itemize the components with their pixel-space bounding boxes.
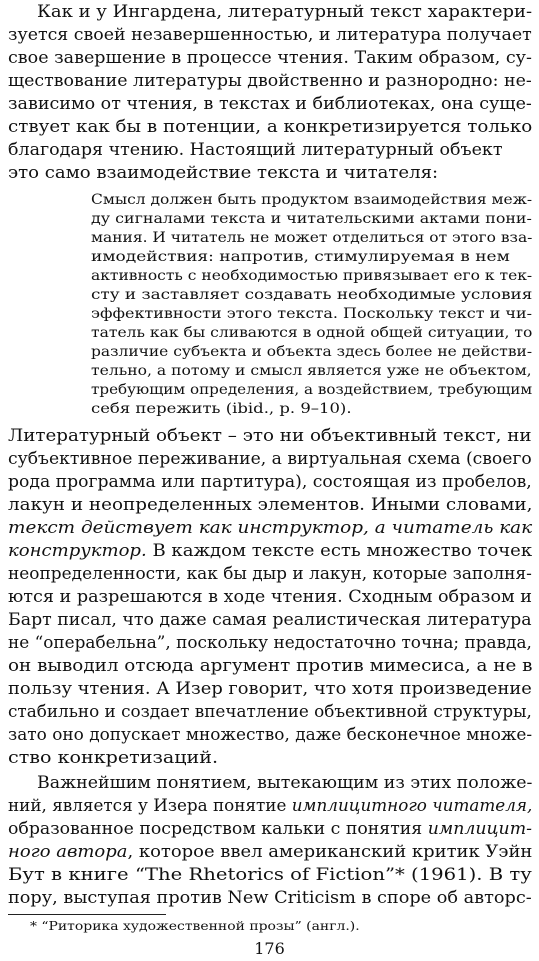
text-line: свое завершение в процессе чтения. Таким образом, су- [8,48,532,68]
text-line: зуется своей незавершенностью, и литература получает [8,25,532,45]
text-line: неопределенности, как бы дыр и лакун, которые заполня- [8,564,532,584]
quote-line: Смысл должен быть продуктом взаимодействия меж- [91,192,533,208]
text-line: ются и разрешаются в ходе чтения. Сходным образом и [8,587,532,607]
text-line: Литературный объект – это ни объективный текст, ни [8,426,532,446]
text-line: пользу чтения. А Изер говорит, что хотя произведение [8,679,532,699]
text-line: зато оно допускает множество, даже бесконечное множе- [8,725,533,745]
text-line: Бут в книге “The Rhetorics of Fiction”* (1961). В ту [8,865,532,885]
italic-emphasis: ного автора [8,842,128,862]
quote-line: сту и заставляет создавать необходимые условия [91,287,533,303]
italic-emphasis: текст действует как инструктор, а читатель как [8,518,533,538]
italic-emphasis: имплицит- [427,819,532,839]
text-line: ствует как бы в потенции, а конкретизируется только [8,117,533,137]
text-line: ство конкретизаций. [8,748,219,768]
text-line: пору, выступая против New Criticism в споре об авторс- [8,888,532,908]
text-line: лакун и неопределенных элементов. Иными словами, [8,495,533,515]
quote-line: активность с необходимостью привязывает его к тек- [91,268,533,284]
footnote-divider [8,914,166,915]
italic-emphasis: конструктор. [8,541,147,561]
text-line [8,520,532,537]
quote-line: мания. И читатель не может отделиться от этого вза- [91,230,533,246]
text-line: зависимо от чтения, в текстах и библиотеках, она суще- [8,94,532,114]
text-line: благодаря чтению. Настоящий литературный объект [8,140,503,160]
text-line: ного автора, которое ввел американский критик Уэйн [8,842,533,862]
italic-emphasis: имплицитного читателя, [291,796,533,816]
page-number: 176 [254,939,285,958]
text-line: он выводил отсюда аргумент против мимесиса, а не в [8,656,533,676]
text-line [8,543,532,560]
text-line: образованное посредством кальки с понятия имплицит- [8,819,532,839]
text-line: рода программа или партитура), состоящая из пробелов, [8,472,532,492]
plain-text: В каждом тексте есть множество точек [146,541,533,561]
quote-line: татель как бы сливаются в одной общей ситуации, то [91,325,533,341]
text-line: Как и у Ингардена, литературный текст характери- [37,2,533,22]
text-line: стабильно и создает впечатление объективной структуры, [8,702,532,722]
text-line: ний, является у Изера понятие имплицитного читателя, [8,796,533,816]
text-line: субъективное переживание, а виртуальная схема (своего [8,449,532,469]
text-line: ществование литературы двойственно и разнородно: не- [8,71,532,91]
quote-line: имодействия: напротив, стимулируемая в нем [91,249,510,265]
quote-line: тельно, а потому и смысл является уже не объектом, [91,363,532,379]
quote-line: требующим определения, а воздействием, требующим [91,382,533,398]
text-line: Важнейшим понятием, вытекающим из этих положе- [37,773,533,793]
quote-line: эффективности этого текста. Поскольку текст и чи- [91,306,533,322]
footnote-text: * “Риторика художественной прозы” (англ.). [30,918,360,933]
quote-line: различие субъекта и объекта здесь более не действи- [91,344,533,360]
text-line: Барт писал, что даже самая реалистическая литература [8,610,532,630]
text-line: не “операбельна”, поскольку недостаточно точна; правда, [8,633,532,653]
text-line: это само взаимодействие текста и читателя: [8,163,439,183]
quote-line: ду сигналами текста и читательскими актами пони- [91,211,532,227]
quote-line: себя пережить (ibid., p. 9–10). [91,401,352,417]
